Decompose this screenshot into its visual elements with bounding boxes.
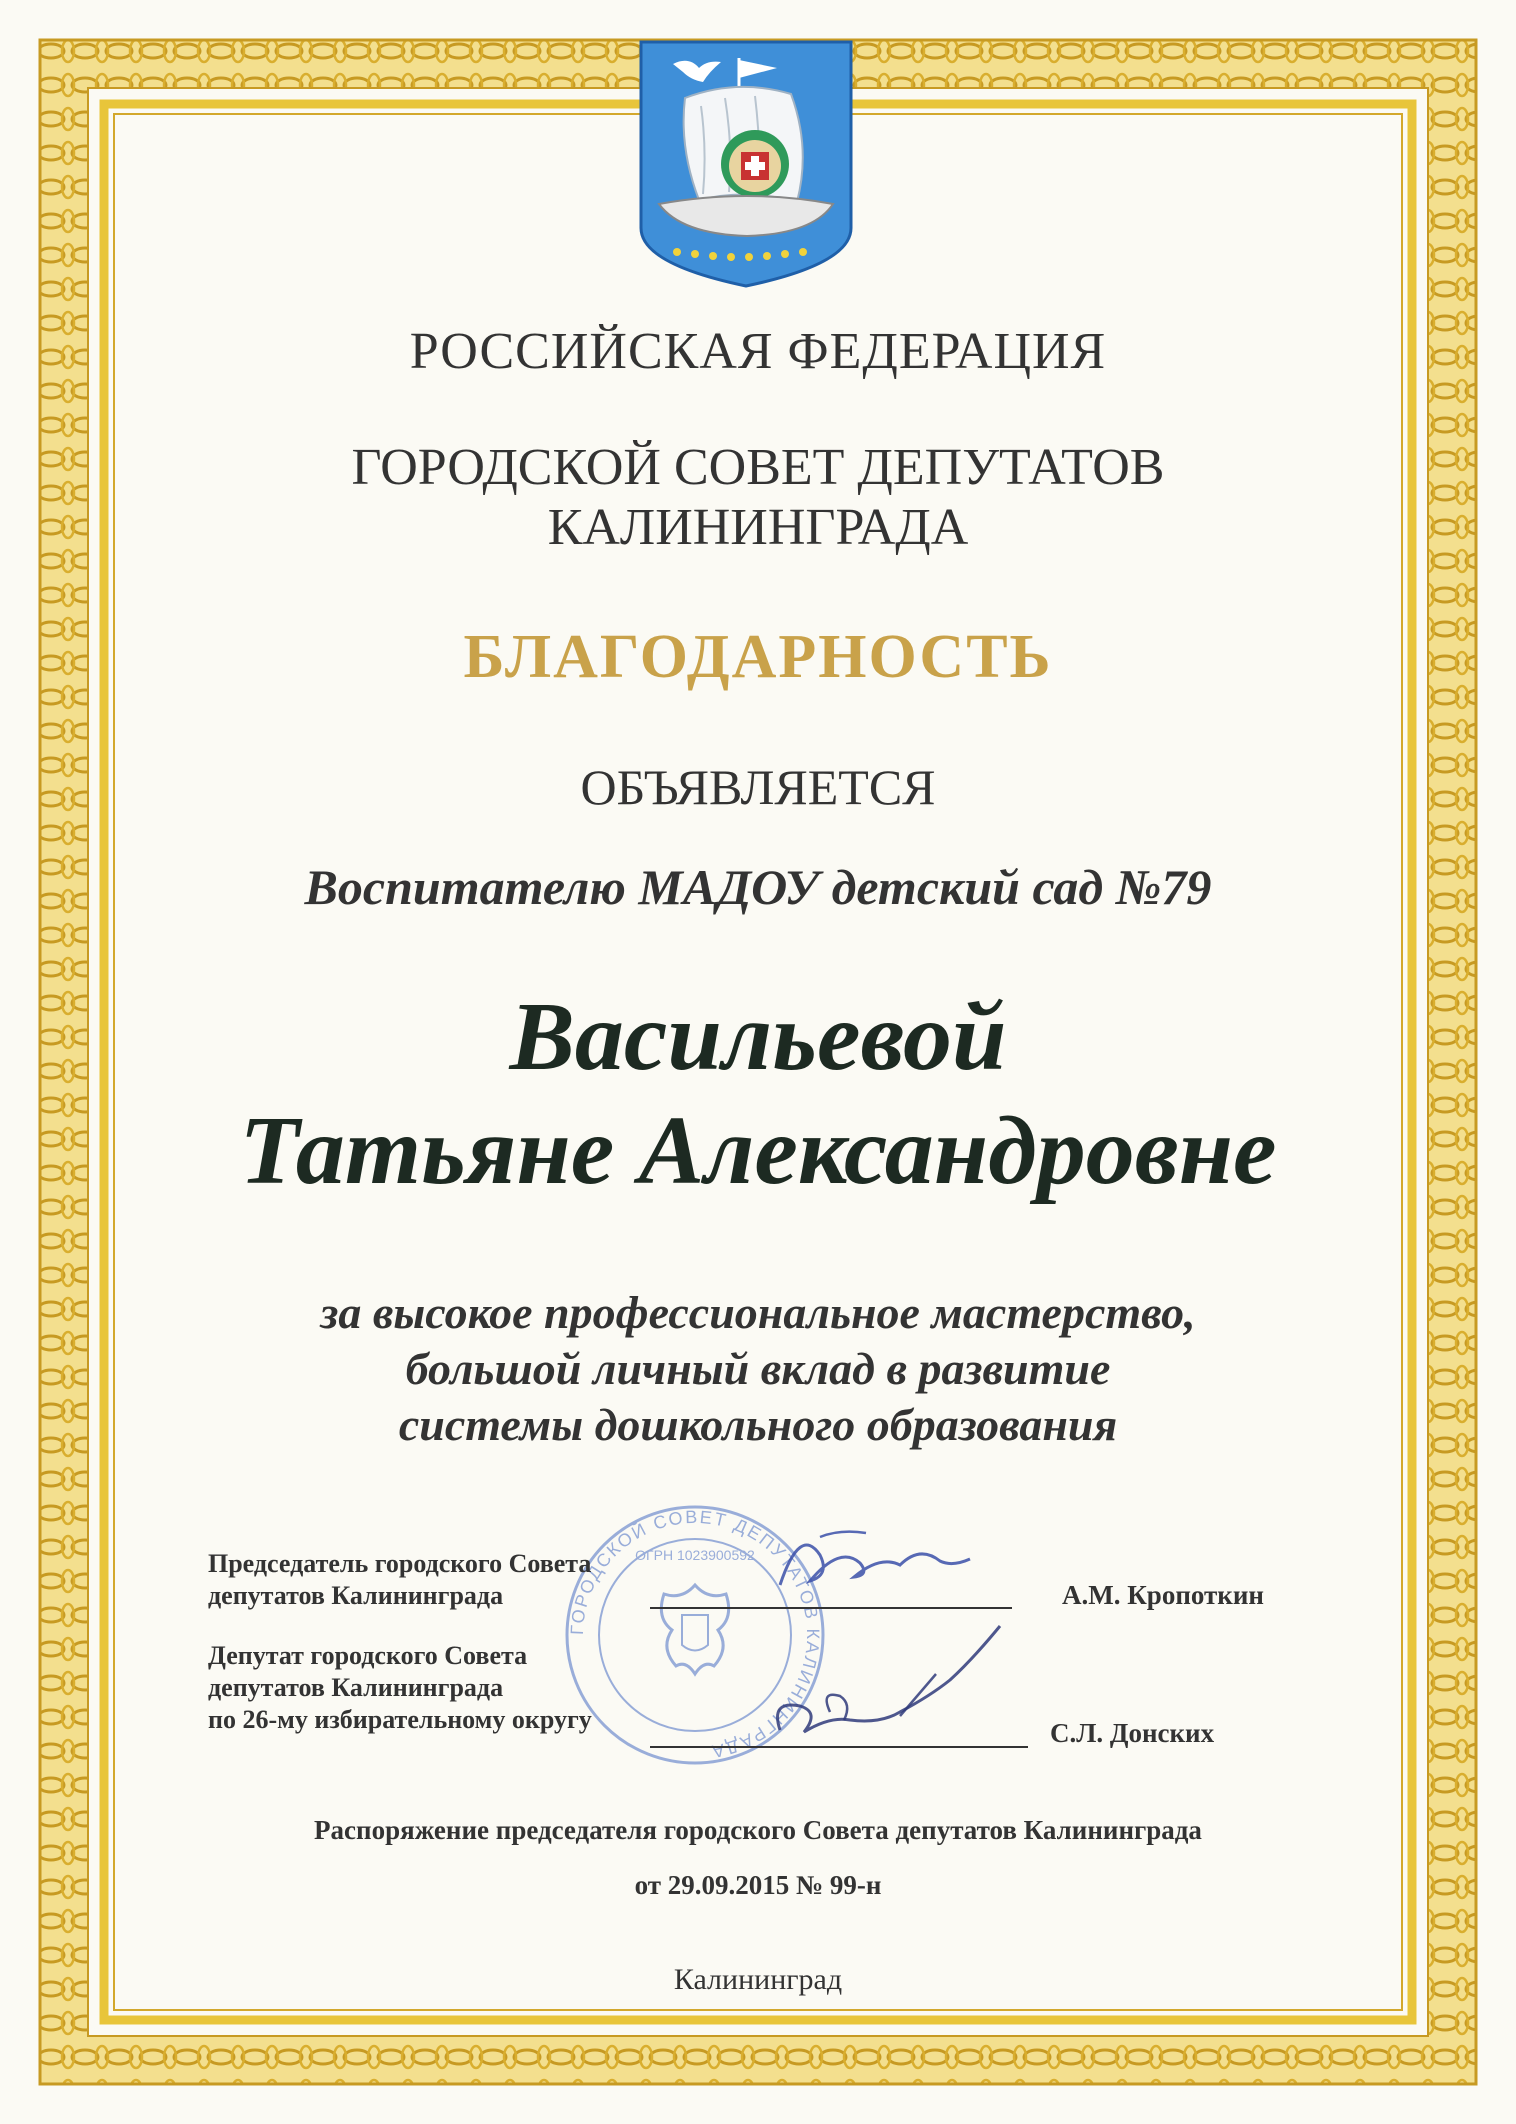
signature-1-label-line-2: депутатов Калининграда (208, 1581, 504, 1610)
recipient-role: Воспитателю МАДОУ детский сад №79 (304, 859, 1212, 915)
coat-of-arms-icon (637, 38, 855, 290)
signature-1-label (208, 1548, 591, 1612)
reason-text (0, 1285, 1516, 1453)
country-title: РОССИЙСКАЯ ФЕДЕРАЦИЯ (409, 323, 1107, 380)
recipient-surname: Васильевой (509, 983, 1007, 1091)
order-date-number: от 29.09.2015 № 99-н (634, 1870, 882, 1900)
signature-2-label-line-2: депутатов Калининграда (208, 1673, 504, 1702)
signature-2-name: С.Л. Донских (1050, 1718, 1215, 1748)
reason-line-2: большой личный вклад в развитие (405, 1343, 1111, 1394)
signature-2-label (208, 1640, 592, 1736)
signature-2-label-line-1: Депутат городского Совета (208, 1641, 528, 1670)
document-title: БЛАГОДАРНОСТЬ (463, 623, 1053, 691)
announcement: ОБЪЯВЛЯЕТСЯ (580, 759, 936, 815)
council-line-2: КАЛИНИНГРАДА (547, 499, 969, 556)
signature-1-label-line-1: Председатель городского Совета (208, 1549, 592, 1578)
reason-line-3: системы дошкольного образования (398, 1399, 1118, 1450)
signature-1-line (650, 1607, 1012, 1609)
council-line-1: ГОРОДСКОЙ СОВЕТ ДЕПУТАТОВ (351, 439, 1165, 496)
signature-2-handwriting-icon (760, 1620, 1020, 1750)
recipient-given-names: Татьяне Александровне (239, 1097, 1277, 1205)
city-name: Калининград (673, 1963, 843, 1996)
signature-2-label-line-3: по 26-му избирательному округу (208, 1705, 592, 1734)
order-reference: Распоряжение председателя городского Совета депутатов Калининграда (314, 1815, 1202, 1845)
council-name (0, 438, 1516, 558)
signature-1-handwriting-icon (770, 1515, 980, 1605)
reason-line-1: за высокое профессиональное мастерство, (320, 1287, 1196, 1338)
stamp-text: ГОРОДСКОЙ СОВЕТ ДЕПУТАТОВ КАЛИНИНГРАДА (566, 1506, 824, 1763)
signature-1-name: А.М. Кропоткин (1062, 1580, 1264, 1610)
stamp-number: ОГРН 1023900592 (635, 1547, 755, 1563)
recipient-name (0, 980, 1516, 1208)
